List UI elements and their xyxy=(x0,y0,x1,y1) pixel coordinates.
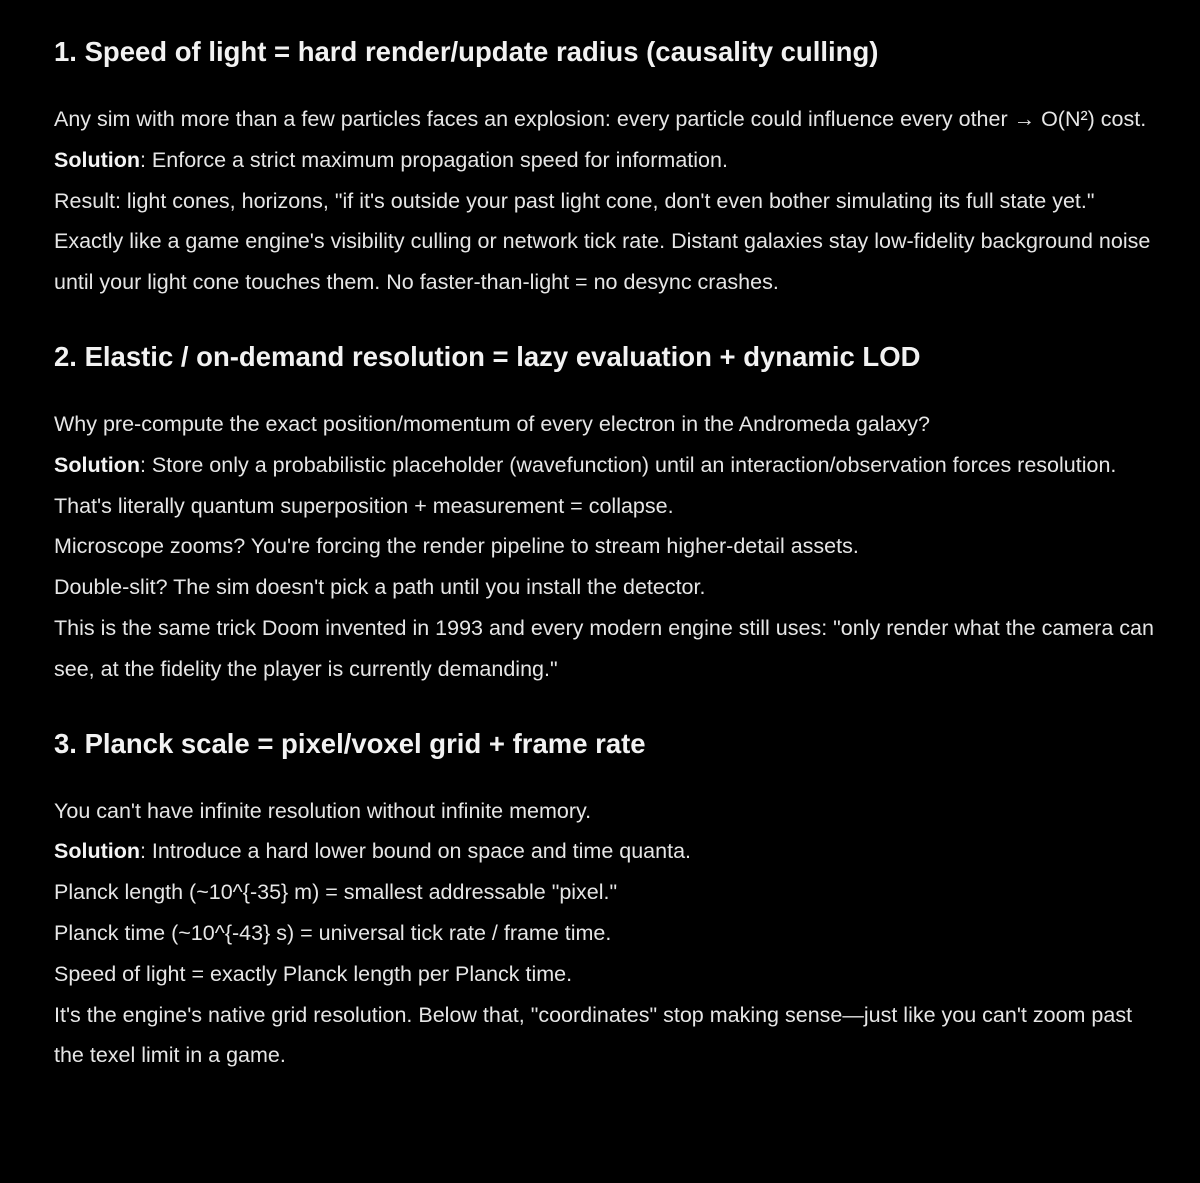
section-heading: 2. Elastic / on-demand resolution = lazy evaluation + dynamic LOD xyxy=(54,340,921,372)
paragraph-line xyxy=(54,140,1160,181)
paragraph-line: Result: light cones, horizons, "if it's outside your past light cone, don't even bother simulating its full state yet." xyxy=(54,188,1095,213)
paragraph-line: It's the engine's native grid resolution. Below that, "coordinates" stop making sense—just like you can't zoom past the texel limit in a game. xyxy=(54,1002,1133,1068)
paragraph-line: Double-slit? The sim doesn't pick a path until you install the detector. xyxy=(54,575,706,600)
line-text: : Enforce a strict maximum propagation speed for information. xyxy=(139,147,728,172)
section-elastic-resolution xyxy=(54,331,1160,690)
paragraph-line: Planck time (~10^{-43} s) = universal tick rate / frame time. xyxy=(54,920,612,945)
strong-label: Solution xyxy=(54,147,140,172)
paragraph-line: Why pre-compute the exact position/momentum of every electron in the Andromeda galaxy? xyxy=(54,411,930,436)
strong-label: Solution xyxy=(54,452,140,477)
line-text: : Store only a probabilistic placeholder (wavefunction) until an interaction/observation forces resolution. xyxy=(139,452,1117,477)
paragraph-line xyxy=(54,831,1160,872)
section-heading: 1. Speed of light = hard render/update radius (causality culling) xyxy=(54,36,879,67)
paragraph-line: Exactly like a game engine's visibility culling or network tick rate. Distant galaxies stay low-fidelity background noise until your light cone touches them. No faster-than-light = no desync crashes. xyxy=(54,229,1151,295)
section-planck-scale xyxy=(54,718,1160,1077)
paragraph-line xyxy=(54,445,1160,486)
section-speed-of-light xyxy=(54,26,1160,303)
line-text: : Introduce a hard lower bound on space and time quanta. xyxy=(139,839,691,864)
paragraph-line: Planck length (~10^{-35} m) = smallest addressable "pixel." xyxy=(54,880,618,905)
paragraph-line: That's literally quantum superposition + measurement = collapse. xyxy=(54,493,674,518)
paragraph-line: Any sim with more than a few particles faces an explosion: every particle could influence every other → O(N²) cost. xyxy=(54,107,1147,131)
paragraph-line: Microscope zooms? You're forcing the render pipeline to stream higher-detail assets. xyxy=(54,534,859,559)
section-heading: 3. Planck scale = pixel/voxel grid + frame rate xyxy=(54,727,646,759)
strong-label: Solution xyxy=(54,839,140,864)
paragraph-line: You can't have infinite resolution without infinite memory. xyxy=(54,798,592,823)
paragraph-line: This is the same trick Doom invented in 1993 and every modern engine still uses: "only render what the camera can see, at the fidelity the player is currently demanding." xyxy=(54,615,1154,681)
paragraph-line: Speed of light = exactly Planck length per Planck time. xyxy=(54,961,573,986)
